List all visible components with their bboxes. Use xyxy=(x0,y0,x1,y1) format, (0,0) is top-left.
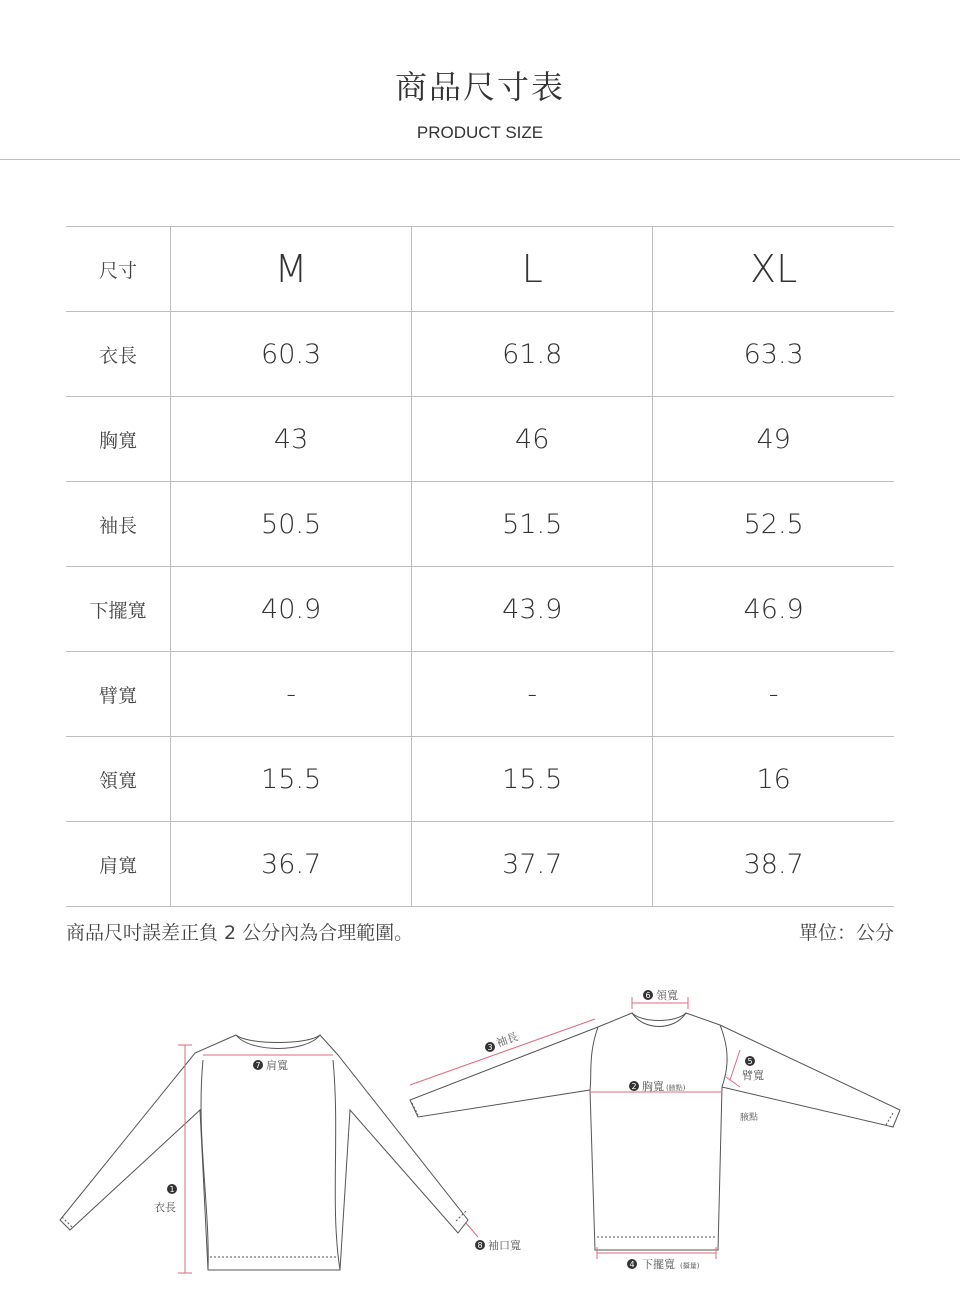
sleeve-label: 袖長 xyxy=(494,1030,520,1050)
table-cell: 51.5 xyxy=(412,482,653,567)
unit-label: 單位：公分 xyxy=(798,922,894,944)
table-row xyxy=(66,567,894,652)
shirt-front-illustration xyxy=(60,1035,468,1270)
table-row xyxy=(66,397,894,482)
row-label: 衣長 xyxy=(66,312,171,397)
badge-number: 2 xyxy=(631,1082,637,1091)
hem-label: 下擺寬 xyxy=(642,1258,675,1271)
size-header-l xyxy=(412,227,653,312)
table-cell: 46.9 xyxy=(653,567,894,652)
armpit-label: 腋點 xyxy=(740,1113,759,1123)
size-corner-cell xyxy=(66,227,171,312)
label-sleeve xyxy=(485,1029,520,1052)
table-cell: 15.5 xyxy=(412,737,653,822)
table-cell: 40.9 xyxy=(171,567,412,652)
length-label: 衣長 xyxy=(154,1201,176,1214)
table-row xyxy=(66,737,894,822)
label-armpit xyxy=(740,1111,758,1123)
badge-number: 5 xyxy=(747,1057,753,1066)
label-arm xyxy=(742,1056,764,1082)
label-collar xyxy=(643,988,678,1002)
page-header xyxy=(0,0,960,160)
page-subtitle: PRODUCT SIZE xyxy=(416,123,544,142)
table-cell: 52.5 xyxy=(653,482,894,567)
row-label: 臂寬 xyxy=(66,652,171,737)
table-cell: 61.8 xyxy=(412,312,653,397)
chest-label: 胸寬 xyxy=(642,1080,664,1093)
table-cell: 46 xyxy=(412,397,653,482)
badge-number: 6 xyxy=(645,991,651,1000)
table-row xyxy=(66,822,894,907)
badge-number: 4 xyxy=(629,1260,635,1269)
label-length xyxy=(154,1184,177,1214)
row-label: 領寬 xyxy=(66,737,171,822)
page-title: 商品尺寸表 xyxy=(394,68,565,106)
table-cell: 50.5 xyxy=(171,482,412,567)
size-header-label: L xyxy=(521,247,543,291)
size-header-m xyxy=(171,227,412,312)
row-label: 胸寬 xyxy=(66,397,171,482)
badge-number: 1 xyxy=(169,1185,175,1194)
label-shoulder xyxy=(253,1058,288,1072)
hem-note-label: (攝量) xyxy=(680,1262,700,1270)
label-hem xyxy=(627,1257,700,1271)
table-cell: 63.3 xyxy=(653,312,894,397)
header-divider xyxy=(0,159,960,160)
measure-lines-front xyxy=(178,1045,478,1273)
table-cell: 43 xyxy=(171,397,412,482)
badge-number: 8 xyxy=(477,1241,483,1250)
size-header-label: XL xyxy=(750,247,798,291)
table-cell: 49 xyxy=(653,397,894,482)
table-cell: 38.7 xyxy=(653,822,894,907)
tolerance-note: 商品尺吋誤差正負 2 公分內為合理範圍。 xyxy=(66,922,414,944)
table-row xyxy=(66,312,894,397)
size-table xyxy=(66,226,894,907)
table-cell: 15.5 xyxy=(171,737,412,822)
table-cell: 37.7 xyxy=(412,822,653,907)
size-header-xl xyxy=(653,227,894,312)
table-cell: - xyxy=(653,652,894,737)
size-corner-label: 尺寸 xyxy=(98,259,137,282)
table-cell: 60.3 xyxy=(171,312,412,397)
row-label: 袖長 xyxy=(66,482,171,567)
badge-number: 7 xyxy=(255,1061,261,1070)
size-header-label: M xyxy=(274,247,308,291)
cuff-label: 袖口寬 xyxy=(488,1239,521,1252)
table-row xyxy=(66,652,894,737)
row-label: 下擺寬 xyxy=(66,567,171,652)
table-cell: 43.9 xyxy=(412,567,653,652)
badge-number: 3 xyxy=(487,1043,493,1052)
collar-label: 領寬 xyxy=(656,989,678,1002)
table-row xyxy=(66,482,894,567)
label-cuff xyxy=(475,1238,521,1252)
table-cell: - xyxy=(412,652,653,737)
label-chest xyxy=(629,1079,686,1093)
shoulder-label: 肩寬 xyxy=(266,1059,288,1072)
table-cell: 36.7 xyxy=(171,822,412,907)
arm-label: 臂寬 xyxy=(742,1069,764,1082)
chest-note-label: (腋點) xyxy=(666,1084,686,1092)
size-header-row xyxy=(66,227,894,312)
shirt-back-illustration xyxy=(410,1013,900,1250)
measurement-diagram xyxy=(0,975,960,1305)
table-cell: - xyxy=(171,652,412,737)
row-label: 肩寬 xyxy=(66,822,171,907)
table-cell: 16 xyxy=(653,737,894,822)
